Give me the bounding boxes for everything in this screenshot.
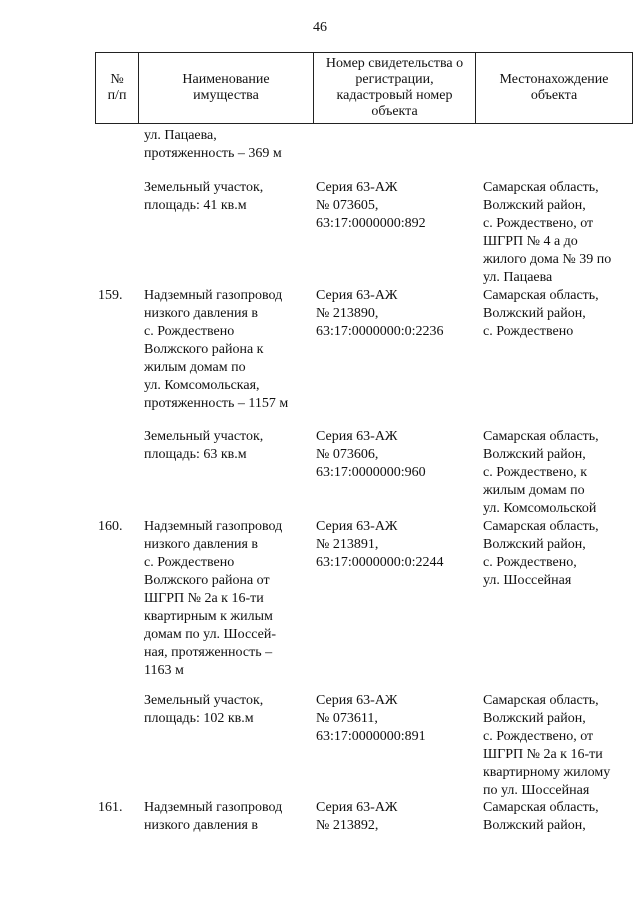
row-1-name: Земельный участок, площадь: 41 кв.м xyxy=(144,180,264,213)
row-3-name: Земельный участок, площадь: 63 кв.м xyxy=(144,429,264,462)
row-3-location: Самарская область, Волжский район, с. Рождествено, к жилым домам по ул. Комсомольской xyxy=(483,429,599,516)
row-4-name: Надземный газопровод низкого давления в с. Рождествено Волжского района от ШГРП № 2а к 16-ти квартирным к жилым домам по ул. Шоссей- ная, протяженность – 1163 м xyxy=(144,519,283,678)
row-0-name: ул. Пацаева, протяженность – 369 м xyxy=(144,128,282,161)
row-4-number: 160. xyxy=(98,519,123,534)
row-2-number: 159. xyxy=(98,288,123,303)
row-6-number: 161. xyxy=(98,800,123,815)
row-5-location: Самарская область, Волжский район, с. Рождествено, от ШГРП № 2а к 16-ти квартирному жилому по ул. Шоссейная xyxy=(483,693,611,798)
row-4-certificate: Серия 63-АЖ № 213891, 63:17:0000000:0:2244 xyxy=(316,519,444,570)
table-header xyxy=(95,52,633,124)
row-2-name: Надземный газопровод низкого давления в с. Рождествено Волжского района к жилым домам по ул. Комсомольская, протяженность – 1157 м xyxy=(144,288,289,411)
row-6-certificate: Серия 63-АЖ № 213892, xyxy=(316,800,398,833)
row-1-location: Самарская область, Волжский район, с. Рождествено, от ШГРП № 4 а до жилого дома № 39 по ул. Пацаева xyxy=(483,180,612,285)
row-4-location: Самарская область, Волжский район, с. Рождествено, ул. Шоссейная xyxy=(483,519,599,588)
header-location: Местонахождение объекта xyxy=(499,72,609,103)
row-5-name: Земельный участок, площадь: 102 кв.м xyxy=(144,693,264,726)
row-6-location: Самарская область, Волжский район, xyxy=(483,800,599,833)
page-number: 46 xyxy=(313,20,327,35)
header-number: № п/п xyxy=(96,53,139,123)
header-property-name: Наименование имущества xyxy=(139,53,314,123)
row-3-certificate: Серия 63-АЖ № 073606, 63:17:0000000:960 xyxy=(316,429,426,480)
header-certificate-number: Номер свидетельства о регистрации, кадастровый номер объекта xyxy=(314,53,476,123)
row-1-certificate: Серия 63-АЖ № 073605, 63:17:0000000:892 xyxy=(316,180,426,231)
row-5-certificate: Серия 63-АЖ № 073611, 63:17:0000000:891 xyxy=(316,693,426,744)
row-2-certificate: Серия 63-АЖ № 213890, 63:17:0000000:0:2236 xyxy=(316,288,444,339)
row-6-name: Надземный газопровод низкого давления в xyxy=(144,800,283,833)
row-2-location: Самарская область, Волжский район, с. Рождествено xyxy=(483,288,599,339)
